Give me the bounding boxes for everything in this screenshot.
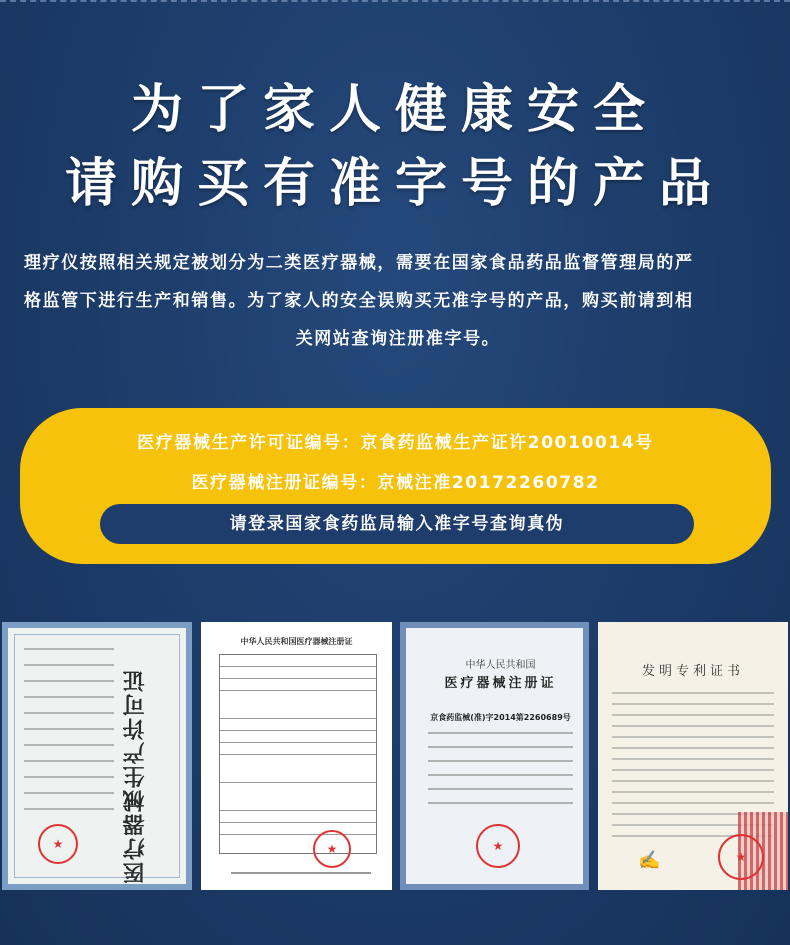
certificate-table [219,654,377,854]
verify-query-button[interactable]: 请登录国家食药监局输入准字号查询真伪 [100,504,694,544]
registration-form-certificate [201,622,392,890]
certificate-header: 中华人民共和国 [465,660,536,671]
red-seal-icon [476,824,520,868]
headline-line-1: 为了家人健康安全 [130,80,659,140]
certificate-text-lines [24,648,114,848]
patent-certificate [598,622,788,890]
intro-line-1: 理疗仪按照相关规定被划分为二类医疗器械，需要在国家食品药品监督管理局的严 [24,253,694,273]
certificate-text-lines [428,732,573,816]
intro-paragraph [24,244,772,358]
red-seal-icon [38,824,78,864]
device-registration-certificate [400,622,589,890]
red-seal-icon [313,830,351,868]
certificate-title: 中华人民共和国医疗器械注册证 [240,637,353,646]
certificate-title: 医疗器械生产许可证 [123,668,148,884]
registration-license-number: 医疗器械注册证编号：京械注准20172260782 [191,473,600,493]
headline-line-2: 请购买有准字号的产品 [64,154,725,214]
certificate-title: 发明专利证书 [641,664,744,679]
signature-icon: ✍ [638,850,661,871]
certificate-title: 医疗器械注册证 [444,676,557,691]
certificate-number: 京食药监械(准)字2014第2260689号 [430,713,571,722]
red-seal-icon [718,834,764,880]
intro-line-3: 关网站查询注册准字号。 [295,329,501,349]
certificate-footer-line [231,872,371,874]
top-decorative-border [0,0,790,8]
production-license-number: 医疗器械生产许可证编号：京食药监械生产证许20010014号 [137,433,654,453]
production-license-certificate [2,622,192,890]
intro-line-2: 格监管下进行生产和销售。为了家人的安全误购买无准字号的产品，购买前请到相 [24,291,694,311]
license-panel [20,408,771,564]
